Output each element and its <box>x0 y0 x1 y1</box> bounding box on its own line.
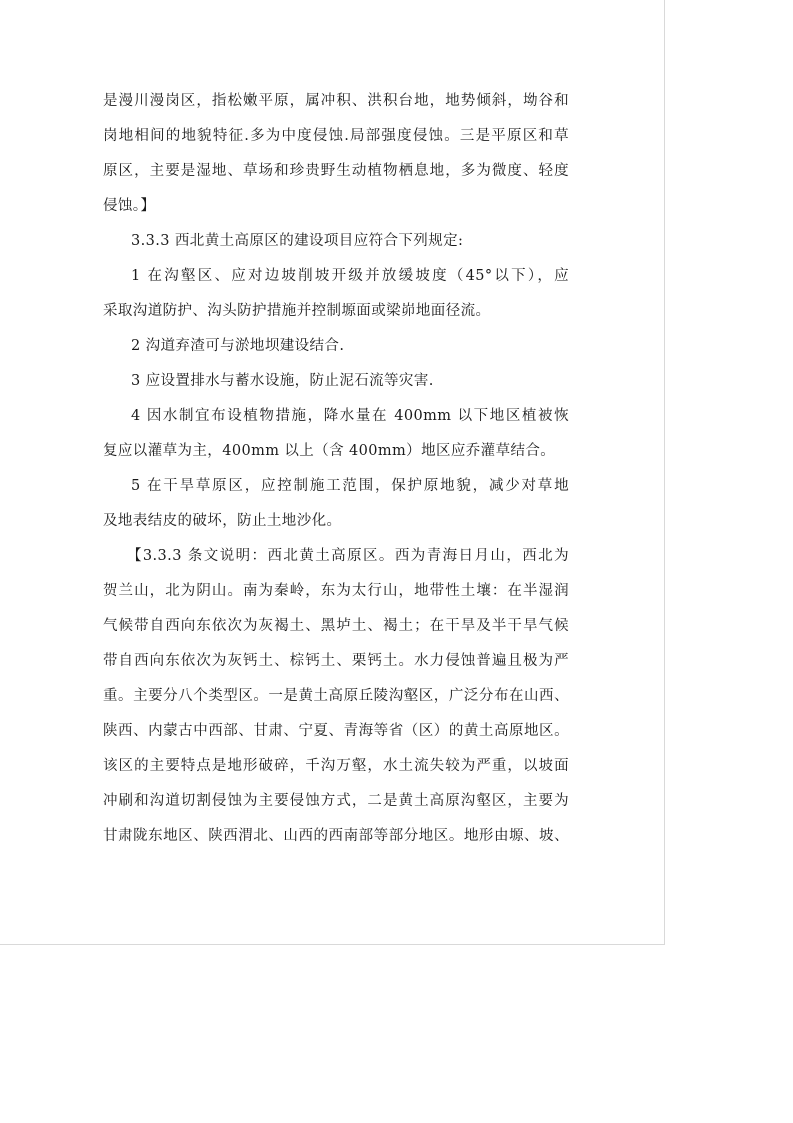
text-line: 及地表结皮的破坏，防止土地沙化。 <box>103 513 342 529</box>
text-line: 贺兰山，北为阴山。南为秦岭，东为太行山，地带性土壤：在半湿润 <box>103 583 569 599</box>
text-line: 该区的主要特点是地形破碎，千沟万壑，水土流失较为严重，以坡面 <box>103 758 569 774</box>
text-line: 重。主要分八个类型区。一是黄土高原丘陵沟壑区，广泛分布在山西、 <box>103 688 569 704</box>
text-line: 采取沟道防护、沟头防护措施并控制塬面或梁峁地面径流。 <box>103 303 491 319</box>
text-line: 侵蚀。】 <box>103 198 156 214</box>
text-line: 1 在沟壑区、应对边坡削坡开级并放缓坡度（45°以下），应 <box>131 268 569 284</box>
text-line: 复应以灌草为主，400mm 以上（含 400mm）地区应乔灌草结合。 <box>103 443 556 459</box>
text-line: 气候带自西向东依次为灰褐土、黑垆土、褐土；在干旱及半干旱气候 <box>103 618 569 634</box>
text-line: 带自西向东依次为灰钙土、棕钙土、栗钙土。水力侵蚀普遍且极为严 <box>103 653 569 669</box>
text-line: 冲刷和沟道切割侵蚀为主要侵蚀方式，二是黄土高原沟壑区，主要为 <box>103 793 569 809</box>
text-line: 3 应设置排水与蓄水设施，防止泥石流等灾害. <box>131 373 434 389</box>
text-line: 原区，主要是湿地、草场和珍贵野生动植物栖息地，多为微度、轻度 <box>103 163 569 179</box>
clause-note-line: 【3.3.3 条文说明：西北黄土高原区。西为青海日月山，西北为 <box>127 548 569 564</box>
text-line: 甘肃陇东地区、陕西渭北、山西的西南部等部分地区。地形由塬、坡、 <box>103 828 569 844</box>
text-line: 2 沟道弃渣可与淤地坝建设结合. <box>131 338 345 354</box>
text-line: 是漫川漫岗区，指松嫩平原，属冲积、洪积台地，地势倾斜，坳谷和 <box>103 93 569 109</box>
text-line: 4 因水制宜布设植物措施，降水量在 400mm 以下地区植被恢 <box>131 408 569 424</box>
body-text <box>103 86 569 856</box>
text-line: 5 在干旱草原区，应控制施工范围，保护原地貌，减少对草地 <box>131 478 569 494</box>
section-heading: 3.3.3 西北黄土高原区的建设项目应符合下列规定: <box>131 233 464 249</box>
text-line: 陕西、内蒙古中西部、甘肃、宁夏、青海等省（区）的黄土高原地区。 <box>103 723 569 739</box>
text-line: 岗地相间的地貌特征.多为中度侵蚀.局部强度侵蚀。三是平原区和草 <box>103 128 569 144</box>
